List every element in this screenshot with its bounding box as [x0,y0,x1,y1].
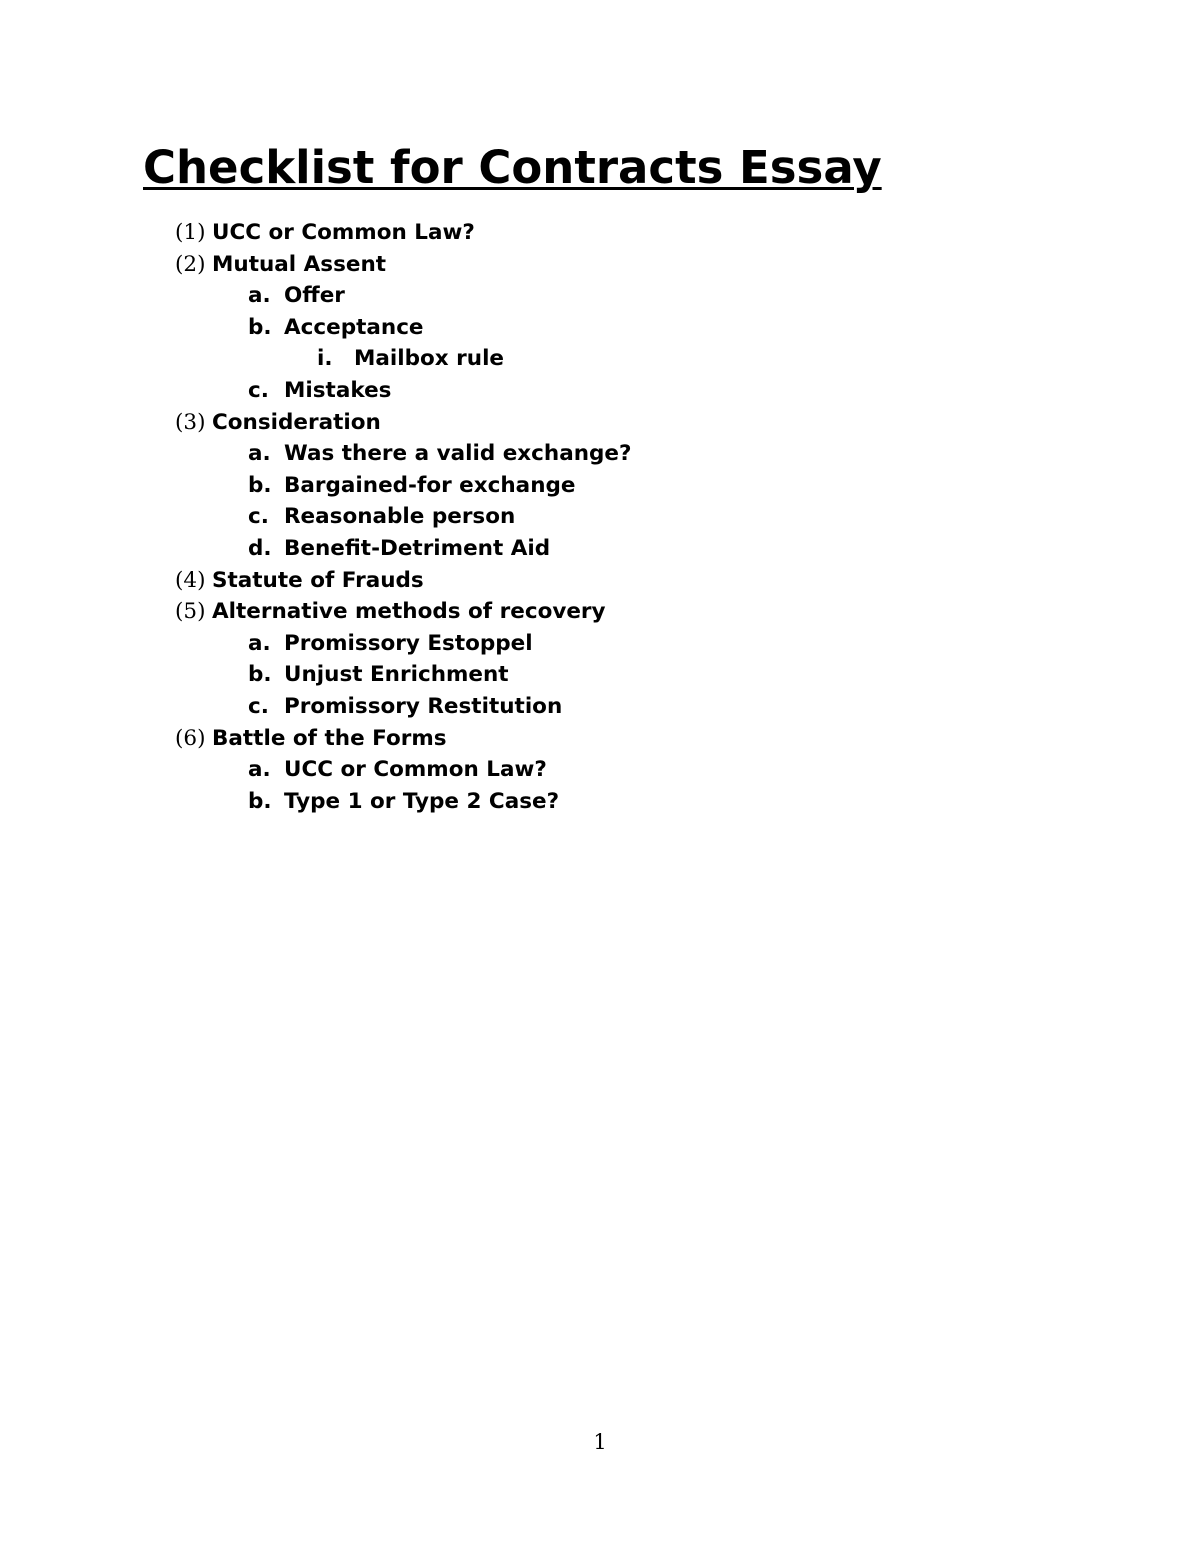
item-text: Reasonable person [284,504,516,530]
checklist-subitem [0,786,1200,818]
item-text: Was there a valid exchange? [284,441,632,467]
item-text: Bargained-for exchange [284,472,576,498]
page-number: 1 [593,1430,607,1454]
item-text: Mailbox rule [354,346,505,372]
checklist-subitem [0,754,1200,786]
checklist-subitem [0,438,1200,470]
item-marker: (1) [175,220,206,245]
item-text: Promissory Restitution [284,693,563,719]
checklist-item [0,407,1200,439]
item-marker: b. [248,662,272,688]
item-marker: i. [317,346,333,372]
item-marker: c. [248,377,269,403]
item-text: Battle of the Forms [212,725,447,751]
item-marker: (5) [175,599,206,625]
item-marker: c. [248,504,269,530]
item-marker: b. [248,472,272,498]
item-text: Offer [284,283,345,309]
item-marker: (6) [175,725,206,751]
item-text: Consideration [212,409,381,435]
item-text: Mistakes [284,377,392,403]
item-text: Type 1 or Type 2 Case? [284,788,560,814]
checklist-item [0,217,1200,249]
item-text: UCC or Common Law? [284,757,547,783]
item-text: Mutual Assent [212,251,387,277]
checklist-subitem [0,533,1200,565]
item-text: UCC or Common Law? [212,220,475,245]
checklist-item [0,565,1200,597]
item-text: Promissory Estoppel [284,630,533,656]
checklist-subitem [0,691,1200,723]
document-title: Checklist for Contracts Essay [143,141,882,194]
checklist-subitem [0,501,1200,533]
item-marker: a. [248,630,271,656]
item-marker: (4) [175,567,206,593]
checklist-item [0,596,1200,628]
checklist-subitem [0,470,1200,502]
item-marker: c. [248,693,269,719]
checklist-subitem [0,659,1200,691]
checklist-subitem [0,375,1200,407]
item-marker: b. [248,314,272,340]
checklist-subitem [0,312,1200,344]
checklist-item [0,723,1200,755]
item-marker: a. [248,283,271,309]
item-marker: b. [248,788,272,814]
checklist-subsubitem [0,343,1200,375]
item-marker: (3) [175,409,206,435]
item-text: Alternative methods of recovery [212,599,606,625]
item-text: Benefit-Detriment Aid [284,535,551,561]
item-marker: a. [248,441,271,467]
item-marker: d. [248,535,272,561]
item-text: Statute of Frauds [212,567,424,593]
checklist-subitem [0,628,1200,660]
item-marker: (2) [175,251,206,277]
item-text: Unjust Enrichment [284,662,509,688]
checklist-subitem [0,280,1200,312]
item-marker: a. [248,757,271,783]
checklist-item [0,249,1200,281]
item-text: Acceptance [284,314,424,340]
checklist-outline [0,217,1200,817]
